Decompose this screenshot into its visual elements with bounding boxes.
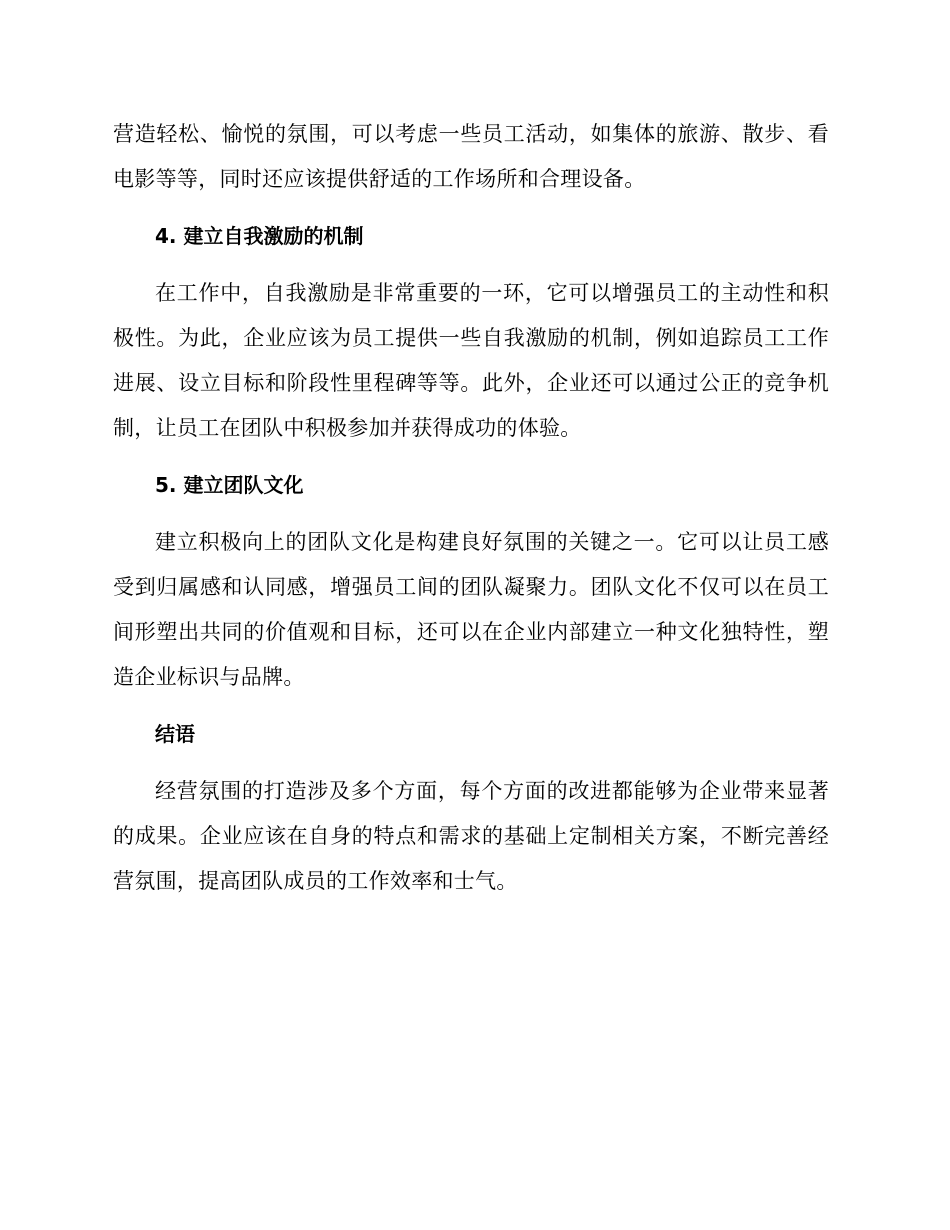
intro-paragraph: 营造轻松、愉悦的氛围，可以考虑一些员工活动，如集体的旅游、散步、看电影等等，同时还应该提供舒适的工作场所和合理设备。 xyxy=(113,122,829,191)
conclusion-heading: 结语 xyxy=(155,722,195,746)
section-4-paragraph: 在工作中，自我激励是非常重要的一环，它可以增强员工的主动性和积极性。为此，企业应该为员工提供一些自我激励的机制，例如追踪员工工作进展、设立目标和阶段性里程碑等等。此外，企业还可以通过公正的竞争机制，让员工在团队中积极参加并获得成功的体验。 xyxy=(113,281,829,440)
conclusion-paragraph: 经营氛围的打造涉及多个方面，每个方面的改进都能够为企业带来显著的成果。企业应该在自身的特点和需求的基础上定制相关方案，不断完善经营氛围，提高团队成员的工作效率和士气。 xyxy=(113,779,829,893)
document-page xyxy=(113,112,829,904)
section-4-heading: 4. 建立自我激励的机制 xyxy=(155,224,364,248)
section-5-paragraph: 建立积极向上的团队文化是构建良好氛围的关键之一。它可以让员工感受到归属感和认同感，增强员工间的团队凝聚力。团队文化不仅可以在员工间形塑出共同的价值观和目标，还可以在企业内部建立一种文化独特性，塑造企业标识与品牌。 xyxy=(113,530,829,689)
section-5-heading: 5. 建立团队文化 xyxy=(155,473,304,497)
